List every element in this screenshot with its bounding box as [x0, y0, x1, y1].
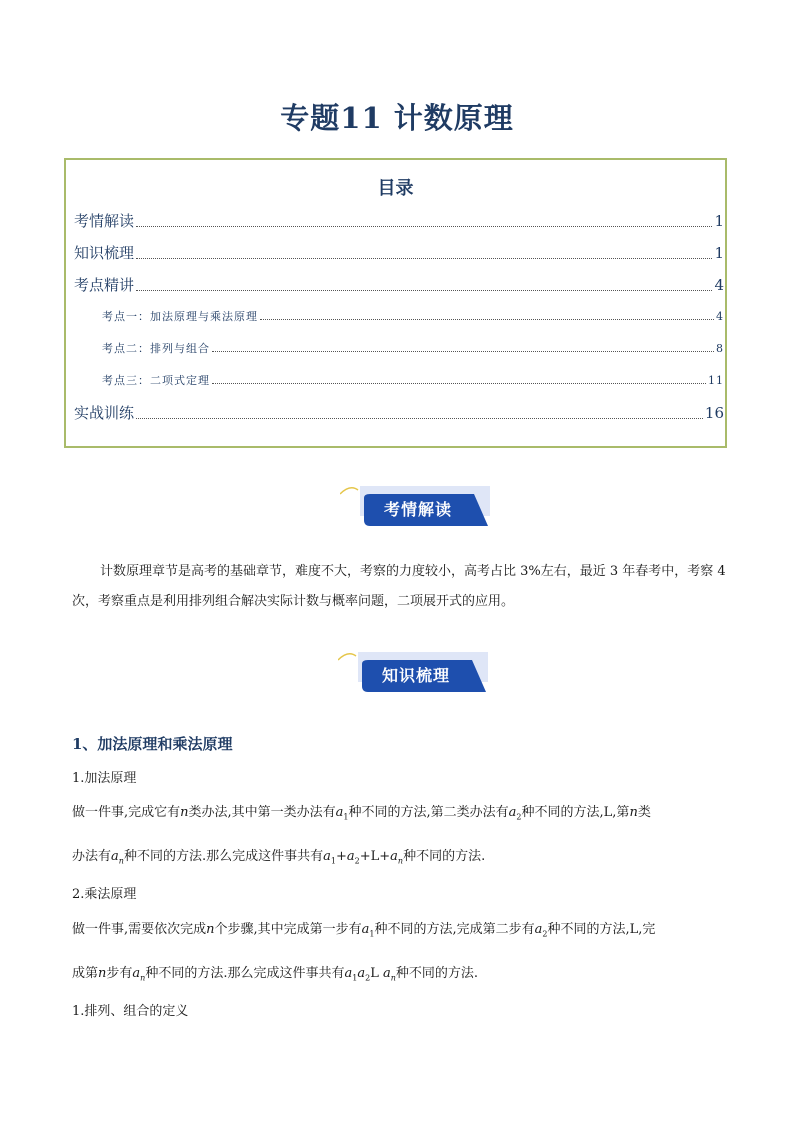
toc-entry-page: 4 — [714, 276, 724, 294]
multiplication-line-1: 做一件事,需要依次完成n个步骤,其中完成第一步有$a_1$种不同的方法,完成第二步有$a_2$种不同的方法,L,完 — [72, 922, 656, 939]
toc-heading: 目录 — [377, 178, 414, 199]
toc-entry-label: 考情解读 — [74, 212, 135, 230]
toc-entry-label: 考点二：排列与组合 — [102, 342, 210, 355]
intro-paragraph: 计数原理章节是高考的基础章节，难度不大，考察的力度较小，高考占比 3%左右，最近 3 年春考中，考察 4 次，考察重点是利用排列组合解决实际计数与概率问题，二项展开式的应用。 — [72, 564, 726, 609]
toc-entry-label: 实战训练 — [74, 404, 135, 422]
toc-leader-dots — [136, 289, 712, 291]
toc-entry-page: 1 — [714, 212, 724, 230]
toc-entry-page: 8 — [716, 342, 724, 355]
section-badge-zhishi — [338, 650, 488, 696]
badge-text: 考情解读 — [383, 500, 452, 519]
toc-entry[interactable] — [102, 372, 724, 388]
toc-box — [64, 158, 727, 448]
toc-entry[interactable] — [102, 340, 724, 356]
toc-leader-dots — [212, 382, 706, 384]
toc-entry[interactable] — [74, 242, 724, 263]
toc-entry-label: 知识梳理 — [74, 244, 135, 262]
addition-line-1: 做一件事,完成它有n类办法,其中第一类办法有$a_1$种不同的方法,第二类办法有$a_2$种不同的方法,L,第n类 — [72, 805, 651, 822]
toc-entry-label: 考点一：加法原理与乘法原理 — [102, 310, 258, 323]
toc-entry-label: 考点三：二项式定理 — [102, 374, 210, 387]
toc-entry-page: 16 — [704, 404, 724, 422]
toc-leader-dots — [212, 350, 714, 352]
toc-entry[interactable] — [74, 274, 724, 295]
page-title: 专题11 计数原理 — [280, 101, 514, 135]
sub-heading-permutation: 1.排列、组合的定义 — [72, 1004, 189, 1019]
badge-text: 知识梳理 — [381, 666, 450, 685]
toc-entry-page: 11 — [708, 374, 724, 387]
toc-entry[interactable] — [74, 402, 724, 423]
toc-entry-page: 1 — [714, 244, 724, 262]
toc-entry[interactable] — [74, 210, 724, 231]
toc-entry-label: 考点精讲 — [74, 276, 135, 294]
toc-leader-dots — [136, 417, 703, 419]
sub-heading-addition: 1.加法原理 — [72, 771, 137, 786]
toc-leader-dots — [136, 225, 712, 227]
addition-line-2: 办法有$a_n$种不同的方法.那么完成这件事共有$a_1+a_2+L+a_n$种不同的方法. — [72, 849, 486, 866]
multiplication-line-2: 成第n步有$a_n$种不同的方法.那么完成这件事共有$a_1a_2L$ $a_n$种不同的方法. — [72, 966, 479, 983]
toc-leader-dots — [260, 318, 714, 320]
toc-entry-page: 4 — [716, 310, 724, 323]
section-heading: 1、加法原理和乘法原理 — [72, 735, 233, 753]
toc-leader-dots — [136, 257, 712, 259]
sub-heading-multiplication: 2.乘法原理 — [72, 887, 137, 902]
section-badge-kaoqing — [340, 484, 490, 530]
toc-entry[interactable] — [102, 308, 724, 324]
